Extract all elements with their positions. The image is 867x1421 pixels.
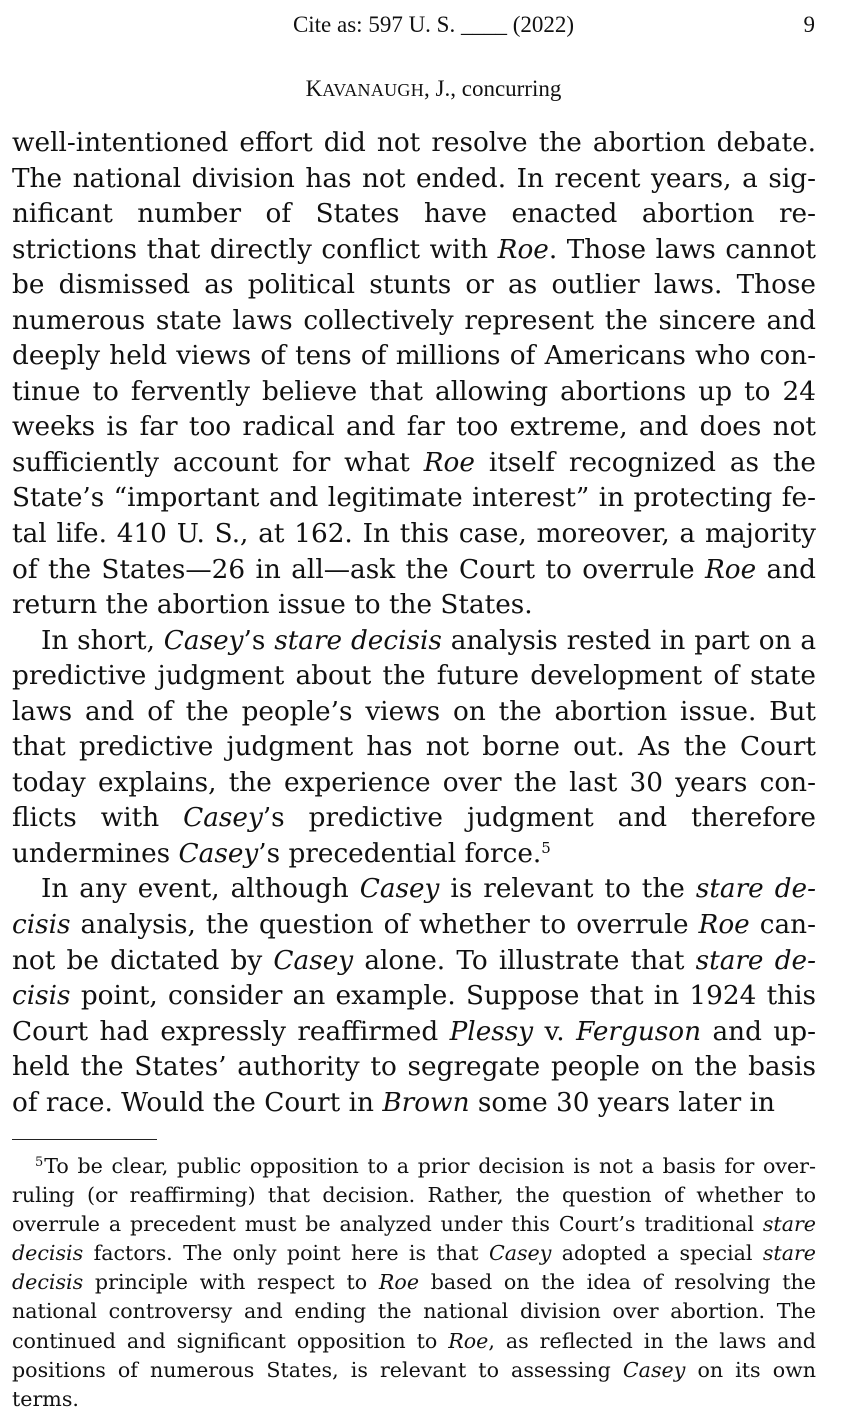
text-run: on its own terms. xyxy=(12,1357,816,1411)
case-name: Plessy xyxy=(449,1016,534,1047)
latin-term: stare decisis xyxy=(274,625,442,656)
text-run: well-intentioned effort did not resolve the abortion debate. The national division has not ended. In recent years, a significant number of States have enacted abortion restrictions that directly conflict with xyxy=(12,128,816,265)
case-name: Roe xyxy=(423,447,475,478)
author-role: , J., concurring xyxy=(424,76,562,101)
latin-term: stare decisis xyxy=(12,1212,816,1266)
case-name: Roe xyxy=(497,234,549,265)
footnote-text xyxy=(12,1152,816,1414)
text-run: based on the idea of resolving the national controversy and ending the national division over abortion. The continued and significant opposition to xyxy=(12,1270,816,1353)
latin-term: stare decisis xyxy=(12,1241,816,1295)
text-run: analysis, the question of whether to overrule xyxy=(70,910,699,941)
footnote-divider xyxy=(12,1139,157,1140)
case-name: Casey xyxy=(163,625,244,656)
text-run: some 30 years later in xyxy=(469,1087,775,1118)
text-run: . Those laws cannot be dismissed as political stunts or as outlier laws. Those numerous state laws collectively represent the sincere and deeply held views of tens of millions of Americans who continue to fervently believe that allowing abortions up to 24 weeks is far too radical and far too extreme, and does not sufficiently account for what xyxy=(12,234,816,478)
text-run: , as reflected in the laws and positions of numerous States, is relevant to assessing xyxy=(12,1328,816,1382)
running-head xyxy=(0,12,867,42)
text-run: adopted a special xyxy=(551,1241,763,1266)
page-number: 9 xyxy=(803,12,815,37)
text-run: cannot be dictated by xyxy=(12,910,816,976)
text-run: To be clear, public opposition to a prior decision is not a basis for overruling (or reaffirming) that decision. Rather, the question of whether to overrule a precedent must be analyzed under this Court’s traditional xyxy=(12,1154,816,1237)
case-name: Casey xyxy=(178,838,259,869)
case-name: Roe xyxy=(378,1270,420,1295)
text-run: is relevant to the xyxy=(439,874,696,905)
paragraph-2 xyxy=(12,624,816,873)
text-run: and upheld the States’ authority to segregate people on the basis of race. Would the Court in xyxy=(12,1016,816,1118)
case-name: Casey xyxy=(273,945,354,976)
latin-term: stare decisis xyxy=(12,874,816,941)
text-run: ’s predictive judgment and therefore undermines xyxy=(12,803,816,869)
case-name: Roe xyxy=(698,910,750,941)
paragraph-1 xyxy=(12,126,816,624)
paragraph-3 xyxy=(12,872,816,1121)
author-name-smallcaps: AVANAUGH xyxy=(322,80,425,100)
footnote-marker: 5 xyxy=(35,1155,44,1170)
case-name: Brown xyxy=(382,1087,470,1118)
text-run: analysis rested in part on a predictive judgment about the future development of state laws and of the people’s views on the abortion issue. But that predictive judgment has not borne out. As the Court today explains, the experience over the last 30 years conflicts with xyxy=(12,625,817,834)
case-name: Roe xyxy=(704,554,757,585)
text-run: principle with respect to xyxy=(83,1270,379,1295)
latin-term: stare decisis xyxy=(12,945,816,1012)
author-line xyxy=(0,76,867,102)
footnote-reference[interactable]: 5 xyxy=(541,838,551,857)
text-run: and return the abortion issue to the States. xyxy=(12,554,816,621)
text-run: ’s precedential force. xyxy=(258,838,542,869)
text-run: itself recognized as the State’s “important and legitimate interest” in protecting fetal life. 410 U. S., at 162. In this case, moreover, a majority of the States—26 in all—ask the Court to overrule xyxy=(12,447,816,585)
text-run: point, consider an example. Suppose that in 1924 this Court had expressly reaffirmed xyxy=(12,981,816,1047)
author-initial: K xyxy=(305,76,323,101)
text-run: v. xyxy=(533,1016,577,1047)
case-name: Casey xyxy=(488,1241,552,1266)
case-name: Roe xyxy=(448,1328,489,1353)
case-name: Casey xyxy=(359,874,440,905)
text-run: alone. To illustrate that xyxy=(353,945,696,976)
case-name: Casey xyxy=(183,803,263,834)
opinion-body xyxy=(12,126,816,1121)
footnote-5 xyxy=(12,1152,816,1414)
text-run: ’s xyxy=(243,625,275,656)
text-run: In any event, although xyxy=(41,874,360,905)
text-run: factors. The only point here is that xyxy=(83,1241,489,1266)
citation-line: Cite as: 597 U. S. ____ (2022) xyxy=(292,12,575,37)
case-name: Casey xyxy=(622,1357,686,1382)
case-name: Ferguson xyxy=(576,1016,702,1047)
text-run: In short, xyxy=(41,625,164,656)
